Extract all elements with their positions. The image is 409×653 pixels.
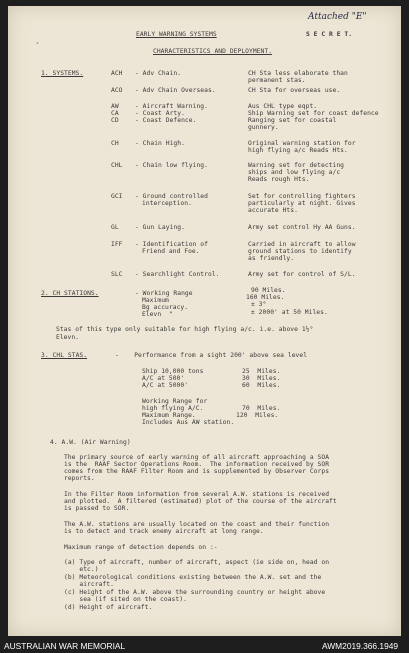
system-name: - Aircraft Warning.: [135, 103, 208, 110]
section-heading-systems: 1. SYSTEMS.: [41, 70, 84, 77]
system-desc: accurate Hts.: [248, 207, 298, 214]
document-subtitle: CHARACTERISTICS AND DEPLOYMENT.: [153, 48, 273, 55]
ch-value: 160 Miles.: [246, 294, 285, 301]
system-name: - Chain High.: [135, 140, 185, 147]
document-page: [8, 6, 401, 636]
aw-list-item: sea (if sited on the coast).: [64, 596, 187, 603]
aw-list-item: (a) Type of aircraft, number of aircraft, aspect (ie side on, head on: [64, 559, 330, 566]
system-desc: high flying a/c Reads Hts.: [248, 147, 348, 154]
chl-value: 60 Miles.: [242, 382, 281, 389]
chl-range: Working Range for: [142, 398, 208, 405]
system-name: - Gun Laying.: [135, 224, 185, 231]
system-desc: Carried in aircraft to allow: [248, 241, 356, 248]
system-desc: Ranging set for coastal: [248, 117, 337, 124]
system-name: - Chain low flying.: [135, 162, 208, 169]
chl-range-value: 70 Miles.: [242, 405, 281, 412]
chl-value: 25 Miles.: [242, 368, 281, 375]
aw-paragraph-line: Maximum range of detection depends on :-: [64, 544, 218, 551]
system-desc: Reads rough Hts.: [248, 176, 310, 183]
section-heading-aw: 4. A.W. (Air Warning): [50, 439, 131, 446]
system-desc: ground stations to identify: [248, 248, 352, 255]
system-desc: permanent stas.: [248, 77, 306, 84]
system-desc: particularly at night. Gives: [248, 200, 356, 207]
system-desc: as friendly.: [248, 255, 295, 262]
chl-range: Maximum Range.: [142, 412, 196, 419]
system-code: ACO: [111, 87, 123, 94]
aw-paragraph-line: is the RAAF Sector Operations Room. The information received by SOR: [64, 461, 330, 468]
system-code: GCI: [111, 193, 123, 200]
aw-list-item: (c) Height of the A.W. above the surrounding country or height above: [64, 589, 326, 596]
aw-list-item: (b) Meteorological conditions existing between the A.W. set and the: [64, 574, 322, 581]
ch-label: Bg accuracy.: [142, 304, 189, 311]
system-name: - Coast Defence.: [135, 117, 197, 124]
system-desc: CH Sta less elaborate than: [248, 70, 348, 77]
ch-note: Stas of this type only suitable for high flying a/c. i.e. above 1½°: [56, 326, 314, 333]
ch-value: ± 3°: [251, 301, 267, 308]
chl-intro: - Performance from a sight 200' above sea level: [115, 352, 308, 359]
footer-bar: [0, 638, 409, 653]
aw-paragraph-line: is passed to SOR.: [64, 505, 130, 512]
system-code: ACH: [111, 70, 123, 77]
aw-list-item: aircraft.: [64, 581, 114, 588]
system-name: - Searchlight Control.: [135, 271, 220, 278]
ch-label: Elevn ": [142, 311, 173, 318]
chl-range-value: 120 Miles.: [236, 412, 279, 419]
aw-paragraph-line: The primary source of early warning of all aircraft approaching a SOA: [64, 454, 330, 461]
system-code: CHL: [111, 162, 123, 169]
ch-label: Maximum: [142, 297, 169, 304]
system-code: CH: [111, 140, 119, 147]
section-heading-ch-stations: 2. CH STATIONS.: [41, 290, 99, 297]
system-code: SLC: [111, 271, 123, 278]
document-title: EARLY WARNING SYSTEMS: [136, 31, 217, 38]
system-desc: Army set for control of S/L.: [248, 271, 356, 278]
chl-value: 30 Miles.: [242, 375, 281, 382]
aw-paragraph-line: In the Filter Room information from several A.W. stations is received: [64, 491, 330, 498]
aw-list-item: etc.): [64, 566, 99, 573]
aw-list-item: (d) Height of aircraft.: [64, 604, 153, 611]
system-code: CD: [111, 117, 119, 124]
system-name: - Adv Chain.: [135, 70, 182, 77]
system-desc: Aus CHL type eqpt.: [248, 103, 318, 110]
system-code: GL: [111, 224, 119, 231]
classification-marking: S E C R E T.: [306, 31, 353, 38]
system-name: - Ground controlled: [135, 193, 208, 200]
system-desc: Set for controlling fighters: [248, 193, 356, 200]
system-desc: Ship Warning set for coast defence: [248, 110, 379, 117]
chl-range: Includes Aus AW station.: [142, 419, 235, 426]
chl-label: Ship 10,000 tons: [142, 368, 204, 375]
system-code: IFF: [111, 241, 123, 248]
system-desc: Army set control Hy AA Guns.: [248, 224, 356, 231]
aw-paragraph-line: comes from the RAAF Filter Room and is supplemented by Observer Corps: [64, 468, 330, 475]
handwritten-annotation: Attached "E": [308, 12, 367, 22]
system-name: - Coast Arty.: [135, 110, 185, 117]
system-desc: Warning set for detecting: [248, 162, 345, 169]
ch-value: 90 Miles.: [251, 287, 286, 294]
chl-label: A/C at 5000': [142, 382, 189, 389]
chl-label: A/C at 500': [142, 375, 185, 382]
chl-range: high flying A/C.: [142, 405, 204, 412]
system-desc: Original warning station for: [248, 140, 356, 147]
aw-paragraph-line: and plotted. A filtered (estimated) plot of the course of the aircraft: [64, 498, 337, 505]
aw-paragraph-line: is to detect and track enemy aircraft at long range.: [64, 528, 264, 535]
ch-value: ± 2000' at 50 Miles.: [251, 309, 328, 316]
ch-label: - Working Range: [135, 290, 193, 297]
system-code: AW: [111, 103, 119, 110]
aw-paragraph-line: reports.: [64, 475, 95, 482]
system-name: Friend and Foe.: [142, 248, 200, 255]
aw-paragraph-line: The A.W. stations are usually located on the coast and their function: [64, 521, 330, 528]
system-desc: ships and low flying a/c: [248, 169, 341, 176]
system-name: - Identification of: [135, 241, 208, 248]
section-heading-chl-stas: 3. CHL STAS.: [41, 352, 88, 359]
system-name: - Adv Chain Overseas.: [135, 87, 216, 94]
ch-note: Elevn.: [56, 334, 80, 341]
footer-accession-number: AWM2019.366.1949: [322, 641, 399, 651]
system-desc: CH Sta for overseas use.: [248, 87, 341, 94]
pen-mark: ˏ: [36, 35, 39, 45]
system-name: interception.: [142, 200, 192, 207]
footer-credit: AUSTRALIAN WAR MEMORIAL: [4, 641, 126, 651]
system-desc: gunnery.: [248, 124, 279, 131]
system-code: CA: [111, 110, 119, 117]
